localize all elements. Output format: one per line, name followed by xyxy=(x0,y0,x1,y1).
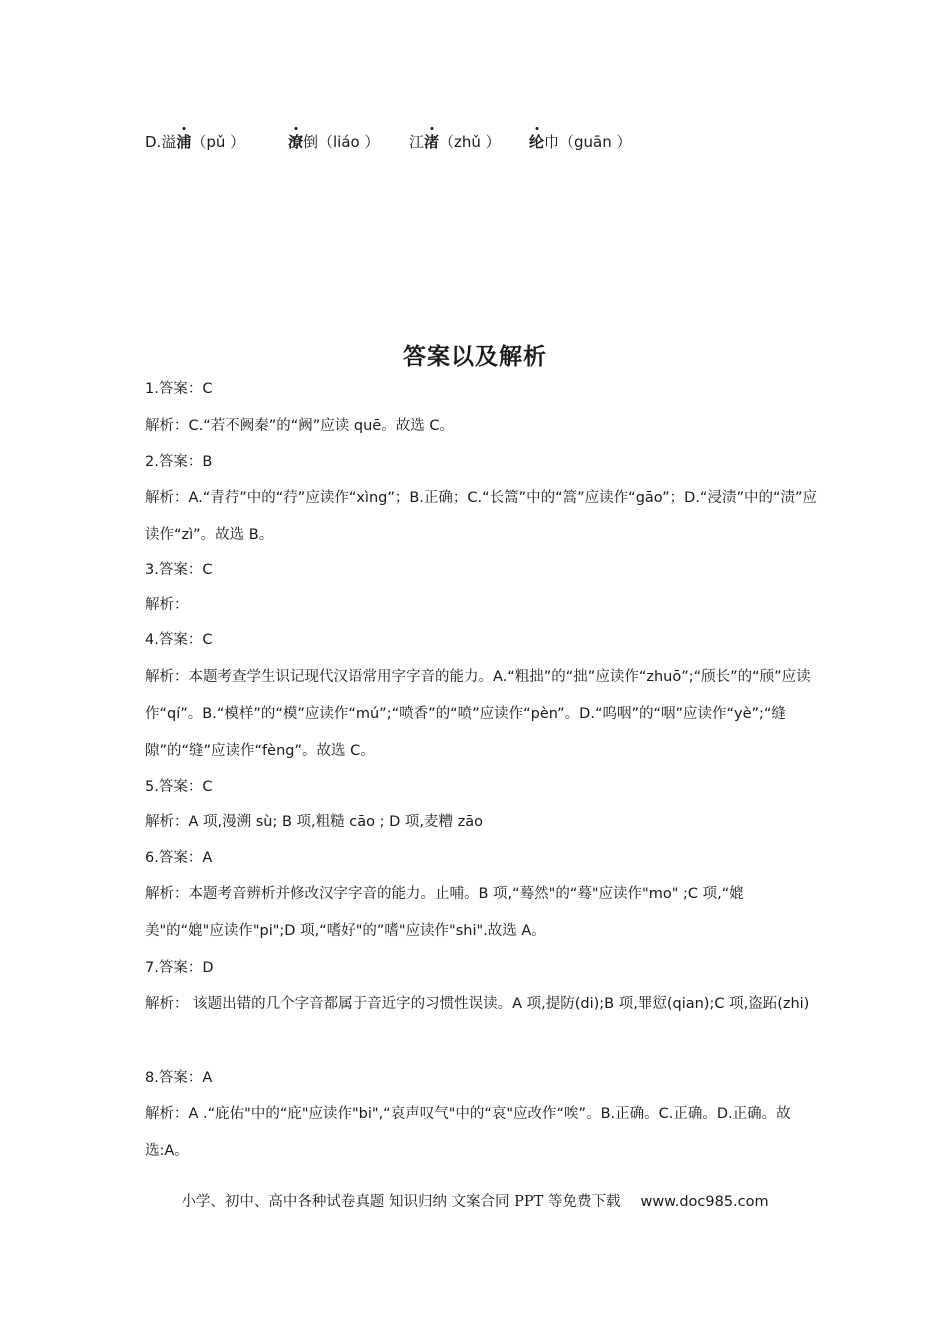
answer-8: 8.答案：A xyxy=(145,1070,213,1086)
option-d-prefix: D.溢 xyxy=(145,133,177,151)
pinyin: （zhǔ ） xyxy=(439,133,501,151)
analysis-6: 解析：本题考音辨析并修改汉字字音的能力。止哺。B 项,“蓦然"的“蓦"应读作"mo" ;C 项,“媲美"的“媲"应读作"pi";D 项,“嗜好"的”嗜"应读作"shi".故选 A。 xyxy=(145,886,744,939)
option-d-prefix: 江 xyxy=(409,133,425,151)
answer-2: 2.答案：B xyxy=(145,454,213,470)
analysis-4: 解析：本题考查学生识记现代汉语常用字字音的能力。A.“粗拙”的“拙”应读作“zhuō”;“颀长”的“颀”应读作“qí”。B.“模样”的“模”应读作“mú”;“喷香”的“喷”应读作“pèn”。D.“呜咽”的“咽”应读作“yè”;“缝隙”的“缝”应读作“fèng”。故选 C。 xyxy=(145,669,811,759)
answer-6: 6.答案：A xyxy=(145,850,213,866)
pinyin: 倒（liáo ） xyxy=(303,133,380,151)
answer-1: 1.答案：C xyxy=(145,381,213,397)
dotted-char: 潦 xyxy=(288,133,304,151)
dotted-char: 渚 xyxy=(424,133,440,151)
analysis-5: 解析：A 项,漫溯 sù; B 项,粗糙 cāo ; D 项,麦糟 zāo xyxy=(145,814,483,830)
analysis-3: 解析： xyxy=(145,597,189,613)
analysis-8: 解析：A .“庇佑"中的“庇"应读作"bi",“哀声叹气"中的“哀"应改作“唉”。B.正确。C.正确。D.正确。故选:A。 xyxy=(145,1106,791,1159)
dotted-char: 浦 xyxy=(176,133,192,151)
footer-text: 小学、初中、高中各种试卷真题 知识归纳 文案合同 PPT 等免费下载 xyxy=(181,1194,621,1210)
analysis-2: 解析：A.“青荇”中的“荇”应读作“xìng”；B.正确；C.“长篙”中的“篙”应读作“gāo”；D.“浸渍”中的“渍”应读作“zì”。故选 B。 xyxy=(145,490,817,543)
option-d-item-4 xyxy=(529,131,632,152)
analysis-7: 解析： 该题出错的几个字音都属于音近字的习惯性误读。A 项,提防(di);B 项,罪愆(qian);C 项,盗跖(zhi) xyxy=(145,996,810,1012)
analysis-1: 解析：C.“若不阙秦”的“阙”应读 quē。故选 C。 xyxy=(145,418,454,434)
pinyin: （pǔ ） xyxy=(191,133,246,151)
option-d-item-1 xyxy=(145,131,245,152)
section-title: 答案以及解析 xyxy=(403,344,547,370)
dotted-char: 纶 xyxy=(529,133,545,151)
footer-url[interactable]: www.doc985.com xyxy=(640,1194,769,1210)
option-d-item-3 xyxy=(409,131,501,152)
answer-3: 3.答案：C xyxy=(145,562,213,578)
option-d-item-2 xyxy=(288,131,380,152)
answer-4: 4.答案：C xyxy=(145,632,213,648)
footer xyxy=(0,1190,950,1211)
answer-7: 7.答案：D xyxy=(145,960,214,976)
answer-5: 5.答案：C xyxy=(145,779,213,795)
pinyin: 巾（guān ） xyxy=(544,133,632,151)
